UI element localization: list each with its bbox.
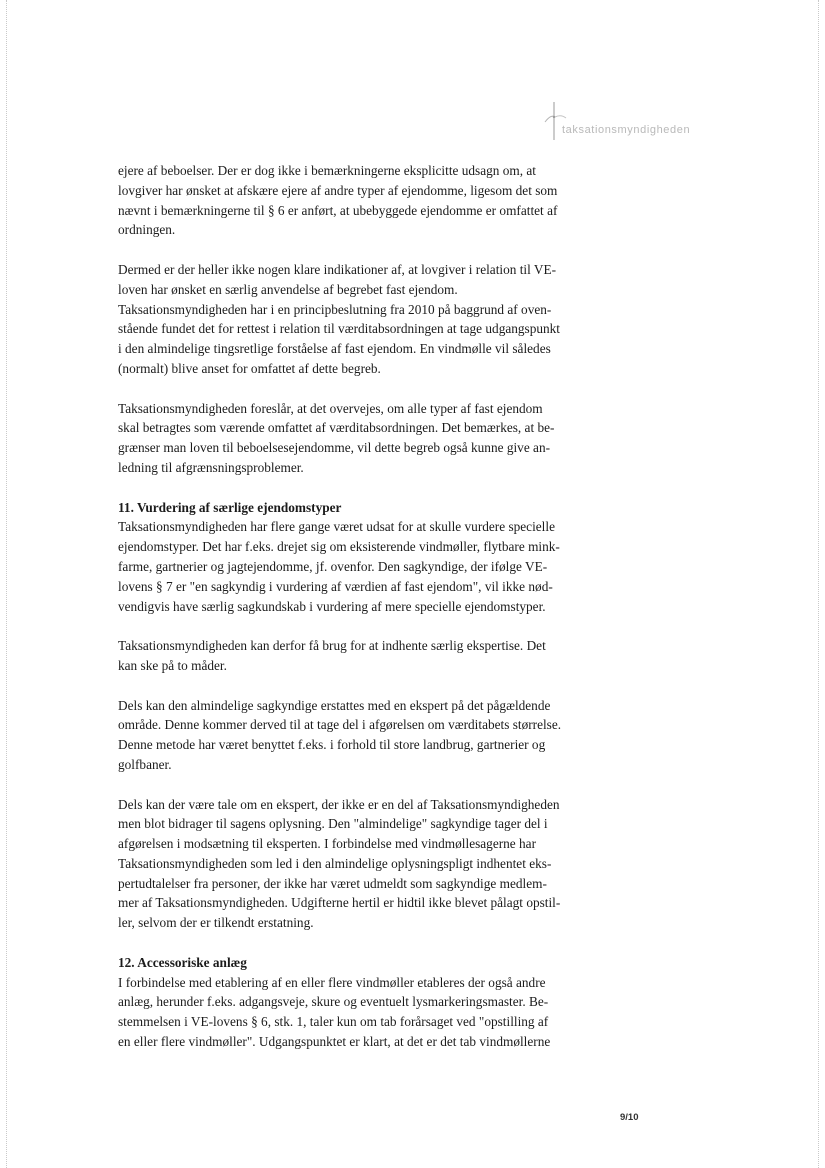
- text-line: afgørelsen i modsætning til eksperten. I forbindelse med vindmøllesagerne har: [118, 836, 537, 852]
- text-line: ejere af beboelser. Der er dog ikke i bemærkningerne eksplicitte udsagn om, at: [118, 163, 536, 178]
- text-line: mer af Taksationsmyndigheden. Udgifterne hertil er hidtil ikke blevet pålagt opstil-: [118, 895, 561, 911]
- text-line: Taksationsmyndigheden har i en principbeslutning fra 2010 på baggrund af oven-: [118, 301, 552, 317]
- text-line: Dels kan den almindelige sagkyndige erstattes med en ekspert på det pågældende: [118, 697, 551, 713]
- section-11-heading: 11. Vurdering af særlige ejendomstyper: [118, 499, 342, 515]
- paragraph: [118, 399, 600, 478]
- text-line: lovens § 7 er "en sagkyndig i vurdering af værdien af fast ejendom", vil ikke nød-: [118, 578, 553, 594]
- text-line: i den almindelige tingsretlige forståelse af fast ejendom. En vindmølle vil således: [118, 341, 551, 357]
- text-line: vendigvis have særlig sagkundskab i vurdering af mere specielle ejendomstyper.: [118, 598, 546, 614]
- paragraph: [118, 795, 600, 934]
- text-line: loven har ønsket en særlig anvendelse af begrebet fast ejendom.: [118, 281, 458, 297]
- page-edge-right: [818, 0, 819, 1168]
- paragraph: [118, 696, 600, 775]
- text-line: stående fundet det for rettest i relation til værditabsordningen at tage udgangspunkt: [118, 321, 561, 337]
- text-line: I forbindelse med etablering af en eller flere vindmøller etableres der også andre: [118, 974, 546, 990]
- text-line: ordningen.: [118, 222, 176, 238]
- section-12-heading: 12. Accessoriske anlæg: [118, 954, 247, 970]
- text-line: ler, selvom der er tilkendt erstatning.: [118, 915, 314, 931]
- paragraph: [118, 161, 600, 240]
- text-line: anlæg, herunder f.eks. adgangsveje, skure og eventuelt lysmarkeringsmaster. Be-: [118, 994, 549, 1010]
- logo-text: taksationsmyndigheden: [562, 124, 691, 136]
- text-line: ledning til afgrænsningsproblemer.: [118, 459, 304, 475]
- text-line: nævnt i bemærkningerne til § 6 er anført, at ubebyggede ejendomme er omfattet af: [118, 202, 558, 218]
- paragraph: [118, 973, 600, 1052]
- text-line: ejendomstyper. Det har f.eks. drejet sig om eksisterende vindmøller, flytbare mink-: [118, 539, 560, 555]
- text-line: Dels kan der være tale om en ekspert, der ikke er en del af Taksationsmyndigheden: [118, 796, 560, 812]
- text-line: Taksationsmyndigheden som led i den almindelige oplysningspligt indhentet eks-: [118, 855, 552, 871]
- paragraph: [118, 517, 600, 616]
- text-line: lovgiver har ønsket at afskære ejere af andre typer af ejendomme, ligesom det som: [118, 182, 558, 198]
- text-line: farme, gartnerier og jagtejendomme, jf. ovenfor. Den sagkyndige, der ifølge VE-: [118, 558, 548, 574]
- page-edge-left: [6, 0, 7, 1168]
- page-number: 9/10: [620, 1112, 639, 1123]
- text-line: Denne metode har været benyttet f.eks. i forhold til store landbrug, gartnerier og: [118, 737, 546, 753]
- text-line: Taksationsmyndigheden foreslår, at det overvejes, om alle typer af fast ejendom: [118, 400, 543, 416]
- text-line: pertudtalelser fra personer, der ikke har været udmeldt som sagkyndige medlem-: [118, 875, 547, 891]
- text-line: område. Denne kommer derved til at tage del i afgørelsen om værditabets størrelse.: [118, 717, 562, 733]
- text-line: (normalt) blive anset for omfattet af dette begreb.: [118, 360, 381, 376]
- text-line: Taksationsmyndigheden har flere gange været udsat for at skulle vurdere specielle: [118, 519, 555, 535]
- taksationsmyndigheden-logo: [538, 100, 708, 145]
- text-line: grænser man loven til beboelsesejendomme, vil dette begreb også kunne give an-: [118, 440, 551, 456]
- text-line: kan ske på to måder.: [118, 657, 227, 673]
- text-line: en eller flere vindmøller". Udgangspunktet er klart, at det er det tab vindmøllerne: [118, 1034, 551, 1050]
- paragraph: [118, 260, 600, 379]
- paragraph: [118, 636, 600, 676]
- document-body: [118, 161, 600, 1052]
- text-line: golfbaner.: [118, 756, 172, 772]
- text-line: Taksationsmyndigheden kan derfor få brug for at indhente særlig ekspertise. Det: [118, 638, 546, 654]
- text-line: Dermed er der heller ikke nogen klare indikationer af, at lovgiver i relation til VE-: [118, 261, 557, 277]
- text-line: skal betragtes som værende omfattet af værditabsordningen. Det bemærkes, at be-: [118, 420, 555, 436]
- text-line: stemmelsen i VE-lovens § 6, stk. 1, taler kun om tab forårsaget ved "opstilling af: [118, 1014, 549, 1030]
- text-line: men blot bidrager til sagens oplysning. Den "almindelige" sagkyndige tager del i: [118, 816, 548, 832]
